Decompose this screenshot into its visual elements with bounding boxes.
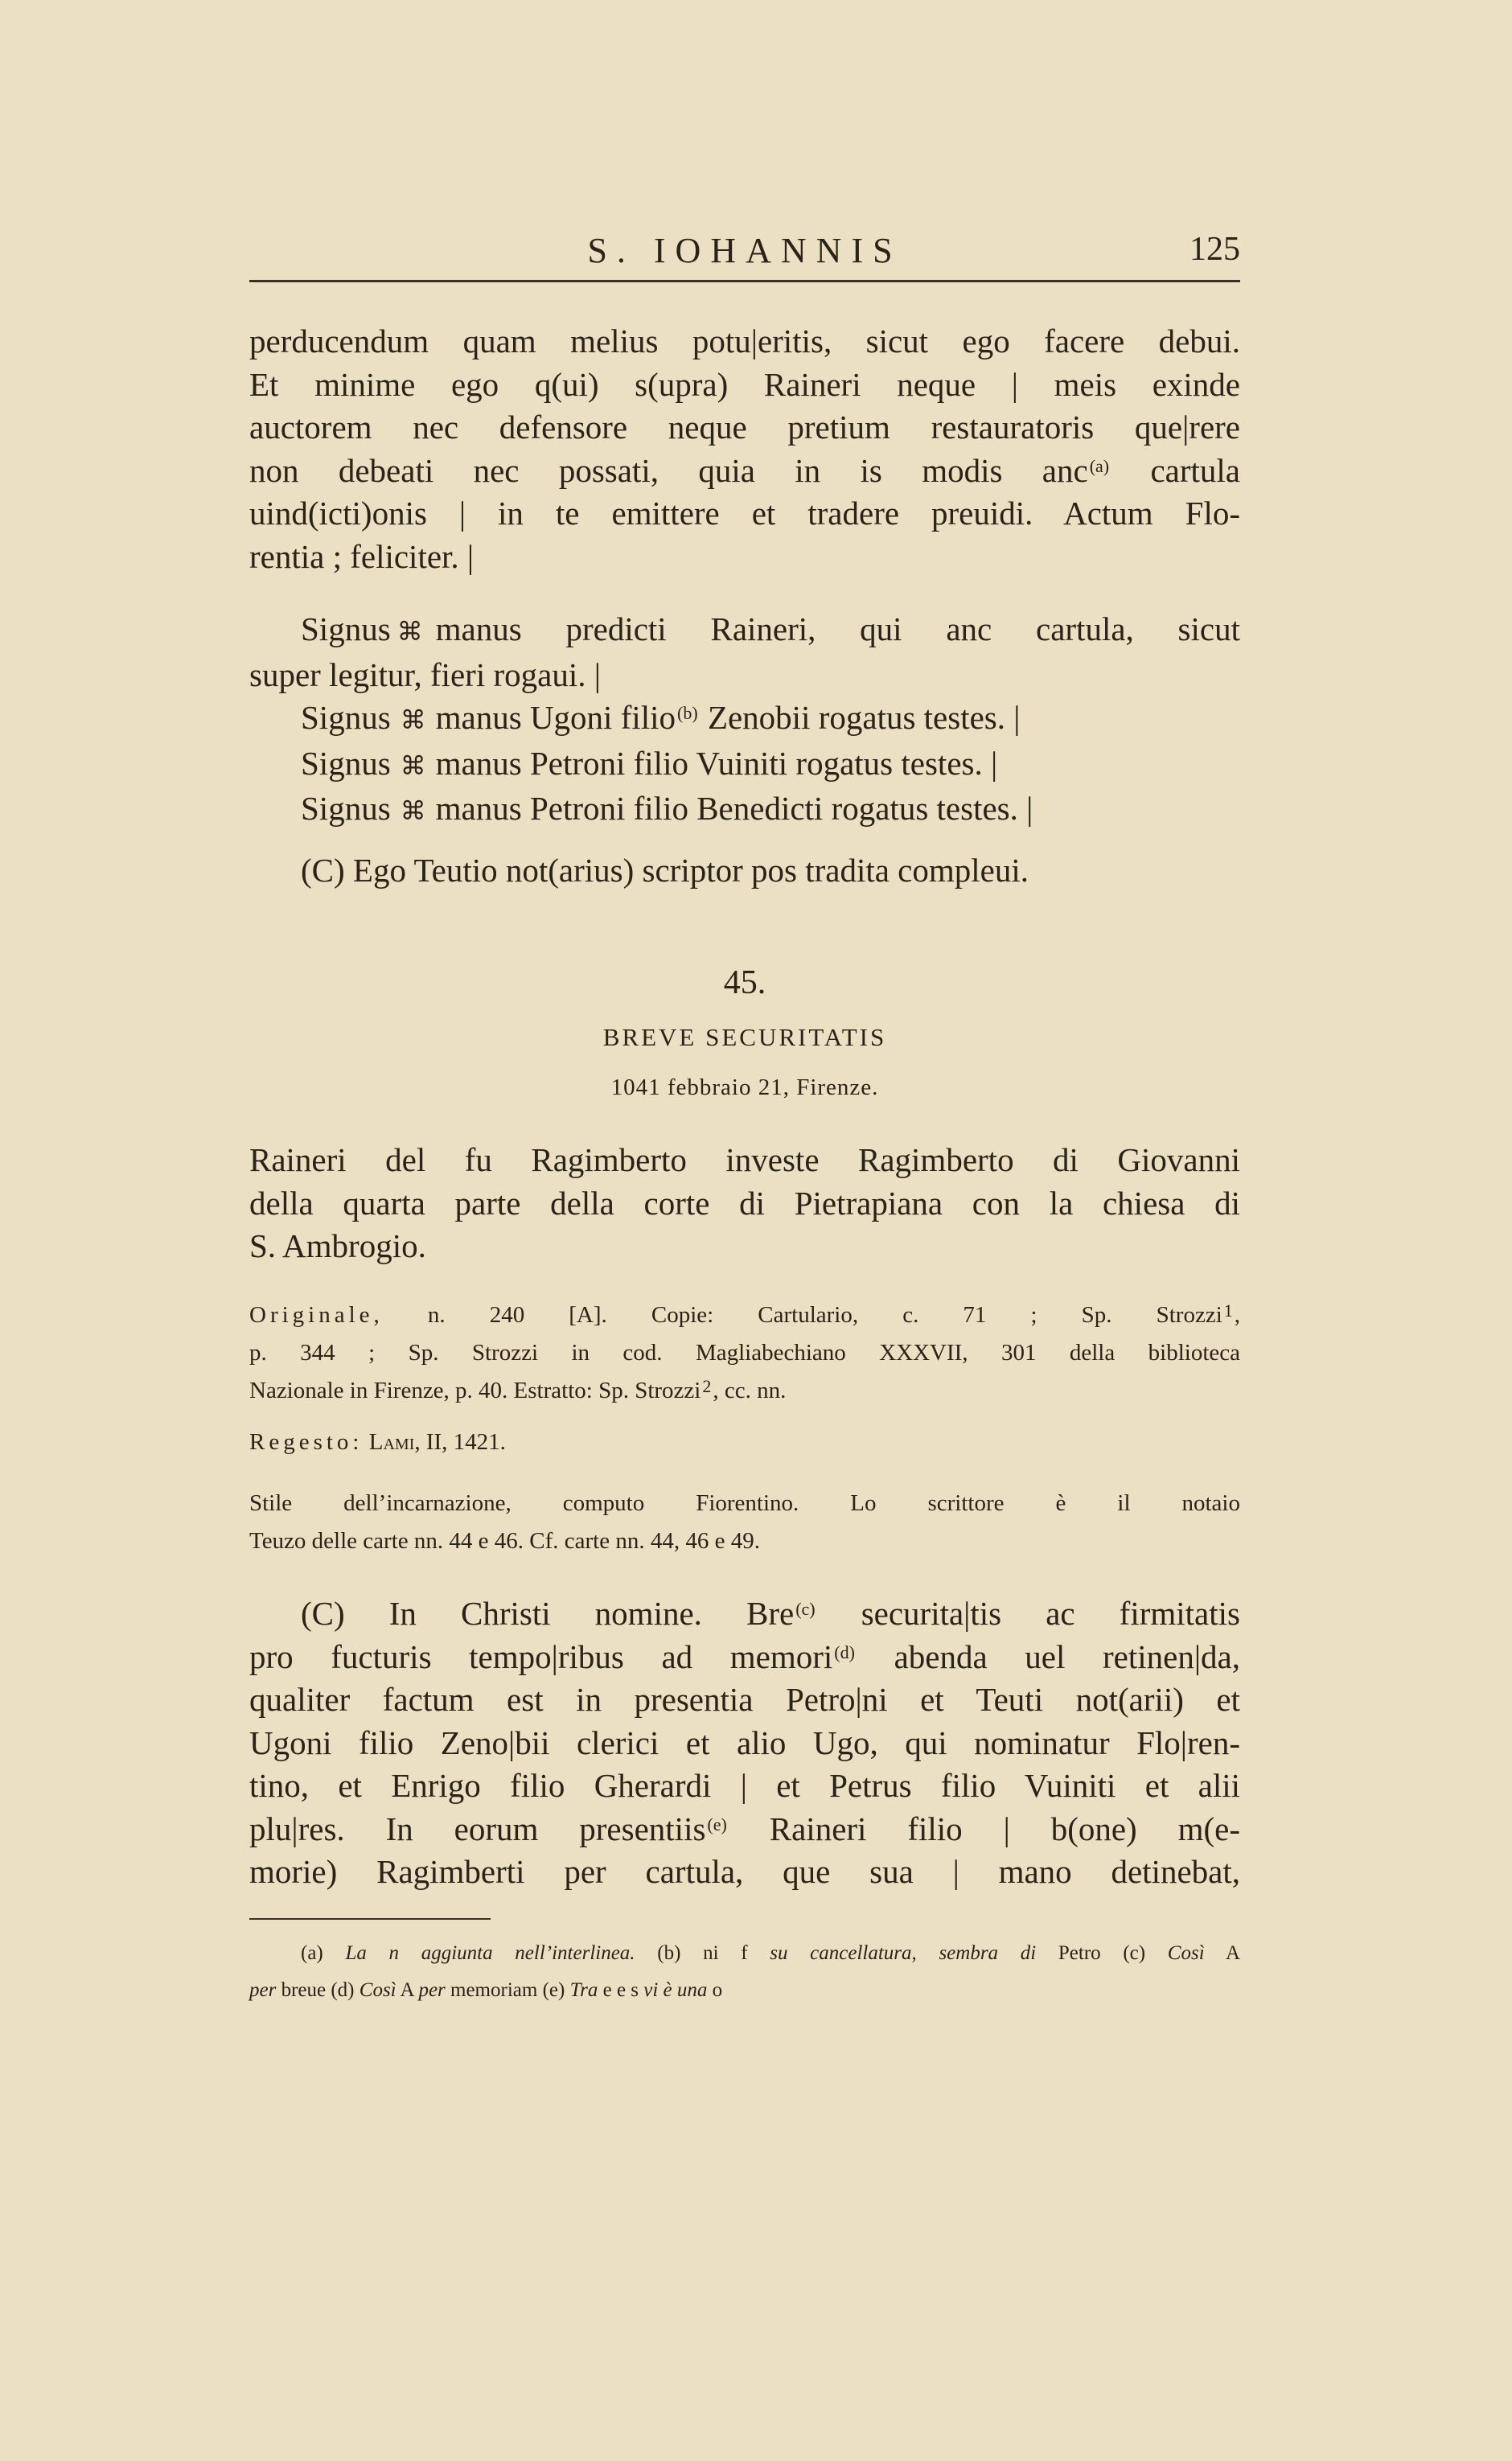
running-title: S. IOHANNIS <box>587 231 902 270</box>
summary-line: S. Ambrogio. <box>249 1227 426 1264</box>
document-text <box>249 1592 1240 1894</box>
signature-line: super legitur, fieri rogaui. | <box>249 655 601 693</box>
summary-line: Raineri del fu Ragimberto investe Ragimberto di Giovanni <box>249 1141 1240 1178</box>
text-line: auctorem nec defensore neque pretium restauratoris que|rere <box>249 409 1240 446</box>
notary-line: (C) Ego Teutio not(arius) scriptor pos tradita compleui. <box>301 852 1029 889</box>
notary-subscription <box>249 849 1240 893</box>
regesto-note <box>249 1424 1240 1461</box>
style-line: Stile dell’incarnazione, computo Fiorentino. Lo scrittore è il notaio <box>249 1490 1240 1516</box>
footnote-mark: (a) <box>1089 455 1110 476</box>
previous-document-text <box>249 320 1240 578</box>
tradition-note <box>249 1296 1240 1410</box>
signature-line: Signus ⌘ manus predicti Raineri, qui anc cartula, sicut <box>249 608 1240 654</box>
text-line: plu|res. In eorum presentiis$^{(e)}$ Raineri filio | b(one) m(e- <box>249 1810 1240 1847</box>
text-line: morie) Ragimberti per cartula, que sua | mano detinebat, <box>249 1853 1240 1890</box>
page-number: 125 <box>1189 231 1240 268</box>
text-line: uind(icti)onis | in te emittere et tradere preuidi. Actum Flo- <box>249 495 1240 532</box>
document-summary <box>249 1139 1240 1268</box>
style-line: Teuzo delle carte nn. 44 e 46. Cf. carte nn. 44, 46 e 49. <box>249 1528 760 1554</box>
tradition-line: p. 344 ; Sp. Strozzi in cod. Magliabechiano XXXVII, 301 della biblioteca <box>249 1340 1240 1366</box>
text-line: Ugoni filio Zeno|bii clerici et alio Ugo, qui nominatur Flo|ren- <box>249 1724 1240 1761</box>
cross-icon: ⌘ <box>400 705 426 734</box>
footnote-mark: (b) <box>677 703 698 723</box>
text-line: tino, et Enrigo filio Gherardi | et Petrus filio Vuiniti et alii <box>249 1767 1240 1804</box>
tradition-line: Originale, n. 240 [A]. Copie: Cartulario, c. 71 ; Sp. Strozzi$^1$, <box>249 1300 1240 1328</box>
footnote-line: per breue (d) Così A per memoriam (e) Tra e e s vi è una o <box>249 1979 723 2001</box>
signature-line: Signus ⌘ manus Ugoni filio$^{(b)}$ Zenobii rogatus testes. | <box>249 696 1240 742</box>
text-line: pro fucturis tempo|ribus ad memori$^{(d)}$ abenda uel retinen|da, <box>249 1637 1240 1675</box>
document-number: 45. <box>723 964 766 1001</box>
footnote-mark: (d) <box>834 1641 855 1662</box>
footnote-mark: (c) <box>795 1599 816 1619</box>
text-line: rentia ; feliciter. | <box>249 537 475 575</box>
footnotes <box>249 1935 1240 2009</box>
cross-icon: ⌘ <box>400 796 426 825</box>
style-note <box>249 1485 1240 1560</box>
cross-icon: ⌘ <box>396 617 423 646</box>
document-date: 1041 febbraio 21, Firenze. <box>610 1074 879 1100</box>
cross-icon: ⌘ <box>400 750 426 780</box>
footnote-line: (a) La n aggiunta nell’interlinea. (b) ni f su cancellatura, sembra di Petro (c) Così A <box>301 1942 1241 1964</box>
text-line: perducendum quam melius potu|eritis, sicut ego facere debui. <box>249 323 1240 359</box>
text-line: Et minime ego q(ui) s(upra) Raineri neque | meis exinde <box>249 365 1240 403</box>
tradition-line: Nazionale in Firenze, p. 40. Estratto: Sp. Strozzi$^2$, cc. nn. <box>249 1376 787 1403</box>
signatures <box>249 608 1240 833</box>
footnote-mark: (e) <box>707 1814 727 1834</box>
signature-line: Signus ⌘ manus Petroni filio Benedicti rogatus testes. | <box>249 787 1240 833</box>
footnote-divider <box>249 1918 491 1920</box>
document-type: BREVE SECURITATIS <box>602 1023 887 1051</box>
regesto-line: Regesto: Lami, II, 1421. <box>249 1429 506 1455</box>
signature-line: Signus ⌘ manus Petroni filio Vuiniti rogatus testes. | <box>249 742 1240 788</box>
text-line: qualiter factum est in presentia Petro|ni et Teuti not(arii) et <box>249 1681 1240 1718</box>
summary-line: della quarta parte della corte di Pietrapiana con la chiesa di <box>249 1184 1240 1222</box>
text-line: (C) In Christi nomine. Bre$^{(c)}$ securita|tis ac firmitatis <box>301 1595 1240 1632</box>
running-header <box>249 224 1240 282</box>
text-line: non debeati nec possati, quia in is modis anc$^{(a)}$ cartula <box>249 451 1241 489</box>
